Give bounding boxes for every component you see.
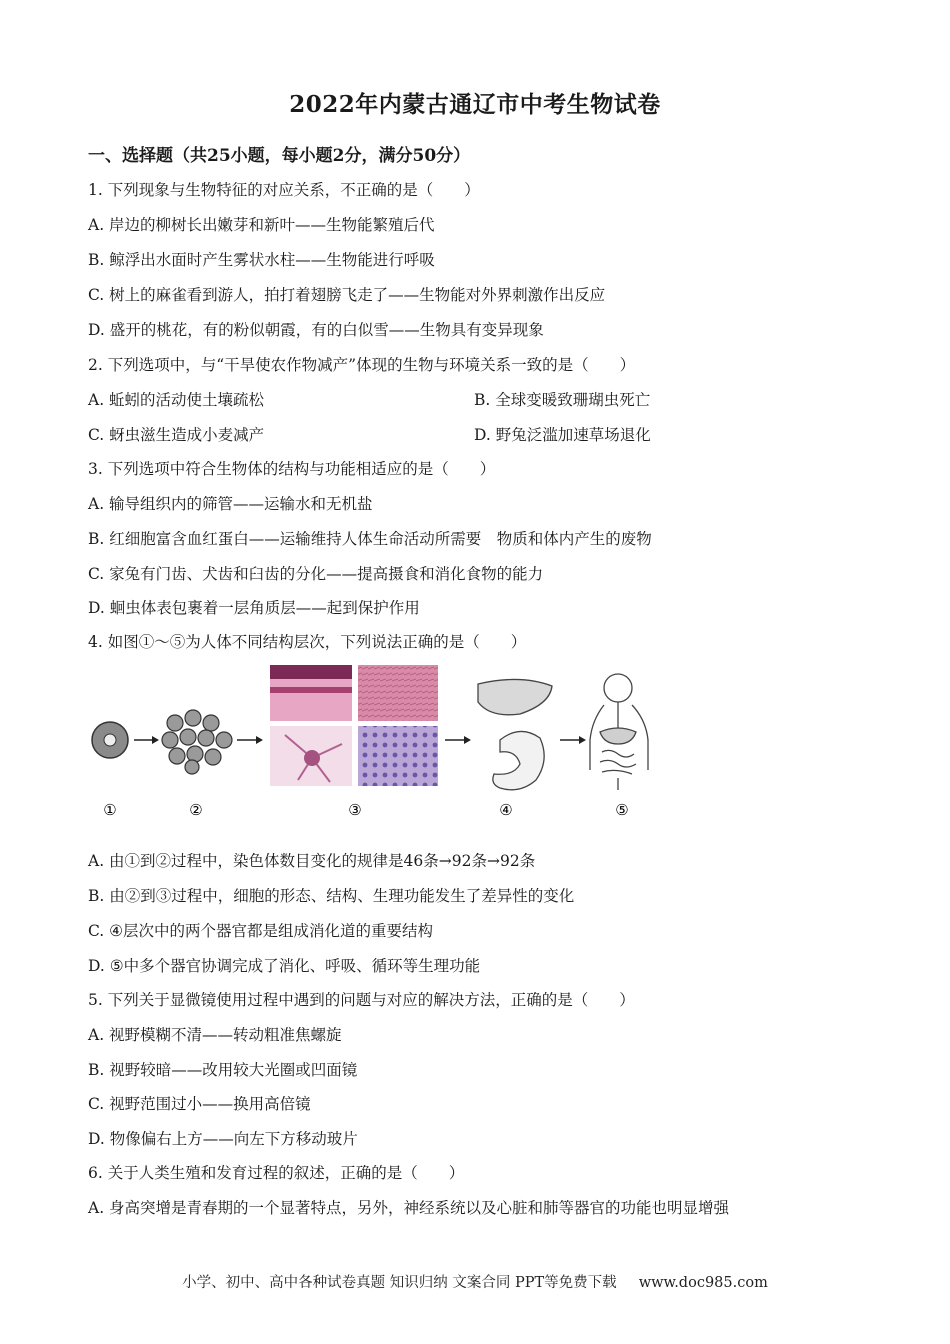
q5-option-b: B. 视野较暗——改用较大光圈或凹面镜 <box>88 1061 358 1079</box>
q1-stem: 1. 下列现象与生物特征的对应关系，不正确的是（ ） <box>88 181 480 199</box>
figure-label: ① <box>103 801 117 819</box>
q3-option-b: B. 红细胞富含血红蛋白——运输维持人体生命活动所需要 物质和体内产生的废物 <box>88 530 652 548</box>
q5-option-c: C. 视野范围过小——换用高倍镜 <box>88 1095 311 1113</box>
q1-option-b: B. 鲸浮出水面时产生雾状水柱——生物能进行呼吸 <box>88 251 435 269</box>
footer-text: 小学、初中、高中各种试卷真题 知识归纳 文案合同 PPT等免费下载 <box>182 1275 617 1291</box>
organ-liver-stomach-icon <box>478 679 552 789</box>
q1-option-d: D. 盛开的桃花，有的粉似朝霞，有的白似雪——生物具有变异现象 <box>88 321 544 339</box>
arrow-icon <box>560 736 586 744</box>
q4-option-c: C. ④层次中的两个器官都是组成消化道的重要结构 <box>88 922 434 940</box>
q2-option-b: B. 全球变暖致珊瑚虫死亡 <box>474 391 651 409</box>
figure-label: ④ <box>499 801 513 819</box>
cell-cluster-icon <box>162 710 232 774</box>
arrow-icon <box>445 736 471 744</box>
q6-option-a: A. 身高突增是青春期的一个显著特点，另外，神经系统以及心脏和肺等器官的功能也明显增强 <box>88 1199 730 1217</box>
tissue-images-icon <box>270 665 438 786</box>
footer-link[interactable]: www.doc985.com <box>638 1275 768 1291</box>
q4-option-a: A. 由①到②过程中，染色体数目变化的规律是46条→92条→92条 <box>88 852 536 870</box>
figure-label: ③ <box>348 801 362 819</box>
q3-option-a: A. 输导组织内的筛管——运输水和无机盐 <box>88 495 373 513</box>
arrow-icon <box>237 736 263 744</box>
q2-stem: 2. 下列选项中，与“干旱使农作物减产”体现的生物与环境关系一致的是（ ） <box>88 356 636 374</box>
q2-option-c: C. 蚜虫滋生造成小麦减产 <box>88 426 265 444</box>
q2-option-d: D. 野兔泛滥加速草场退化 <box>474 426 651 444</box>
q5-option-a: A. 视野模糊不清——转动粗准焦螺旋 <box>88 1026 342 1044</box>
q4-stem: 4. 如图①～⑤为人体不同结构层次，下列说法正确的是（ ） <box>88 633 527 651</box>
q5-option-d: D. 物像偏右上方——向左下方移动玻片 <box>88 1130 358 1148</box>
arrow-icon <box>134 736 159 744</box>
q5-stem: 5. 下列关于显微镜使用过程中遇到的问题与对应的解决方法，正确的是（ ） <box>88 991 635 1009</box>
q4-option-b: B. 由②到③过程中，细胞的形态、结构、生理功能发生了差异性的变化 <box>88 887 575 905</box>
single-cell-icon <box>92 722 128 758</box>
page-title: 2022年内蒙古通辽市中考生物试卷 <box>289 91 661 118</box>
q1-option-a: A. 岸边的柳树长出嫩芽和新叶——生物能繁殖后代 <box>88 216 435 234</box>
section-heading: 一、选择题（共25小题，每小题2分，满分50分） <box>88 146 471 166</box>
q1-option-c: C. 树上的麻雀看到游人，拍打着翅膀飞走了——生物能对外界刺激作出反应 <box>88 286 606 304</box>
q4-option-d: D. ⑤中多个器官协调完成了消化、呼吸、循环等生理功能 <box>88 957 481 975</box>
q3-option-d: D. 蛔虫体表包裹着一层角质层——起到保护作用 <box>88 599 420 617</box>
q2-option-a: A. 蚯蚓的活动使土壤疏松 <box>88 391 265 409</box>
body-structure-levels-figure <box>80 660 680 830</box>
digestive-system-icon <box>590 674 648 790</box>
q3-option-c: C. 家兔有门齿、犬齿和臼齿的分化——提高摄食和消化食物的能力 <box>88 565 544 583</box>
figure-label: ⑤ <box>615 801 629 819</box>
q6-stem: 6. 关于人类生殖和发育过程的叙述，正确的是（ ） <box>88 1164 465 1182</box>
figure-label: ② <box>189 801 203 819</box>
page-footer <box>0 1271 950 1292</box>
q3-stem: 3. 下列选项中符合生物体的结构与功能相适应的是（ ） <box>88 460 496 478</box>
